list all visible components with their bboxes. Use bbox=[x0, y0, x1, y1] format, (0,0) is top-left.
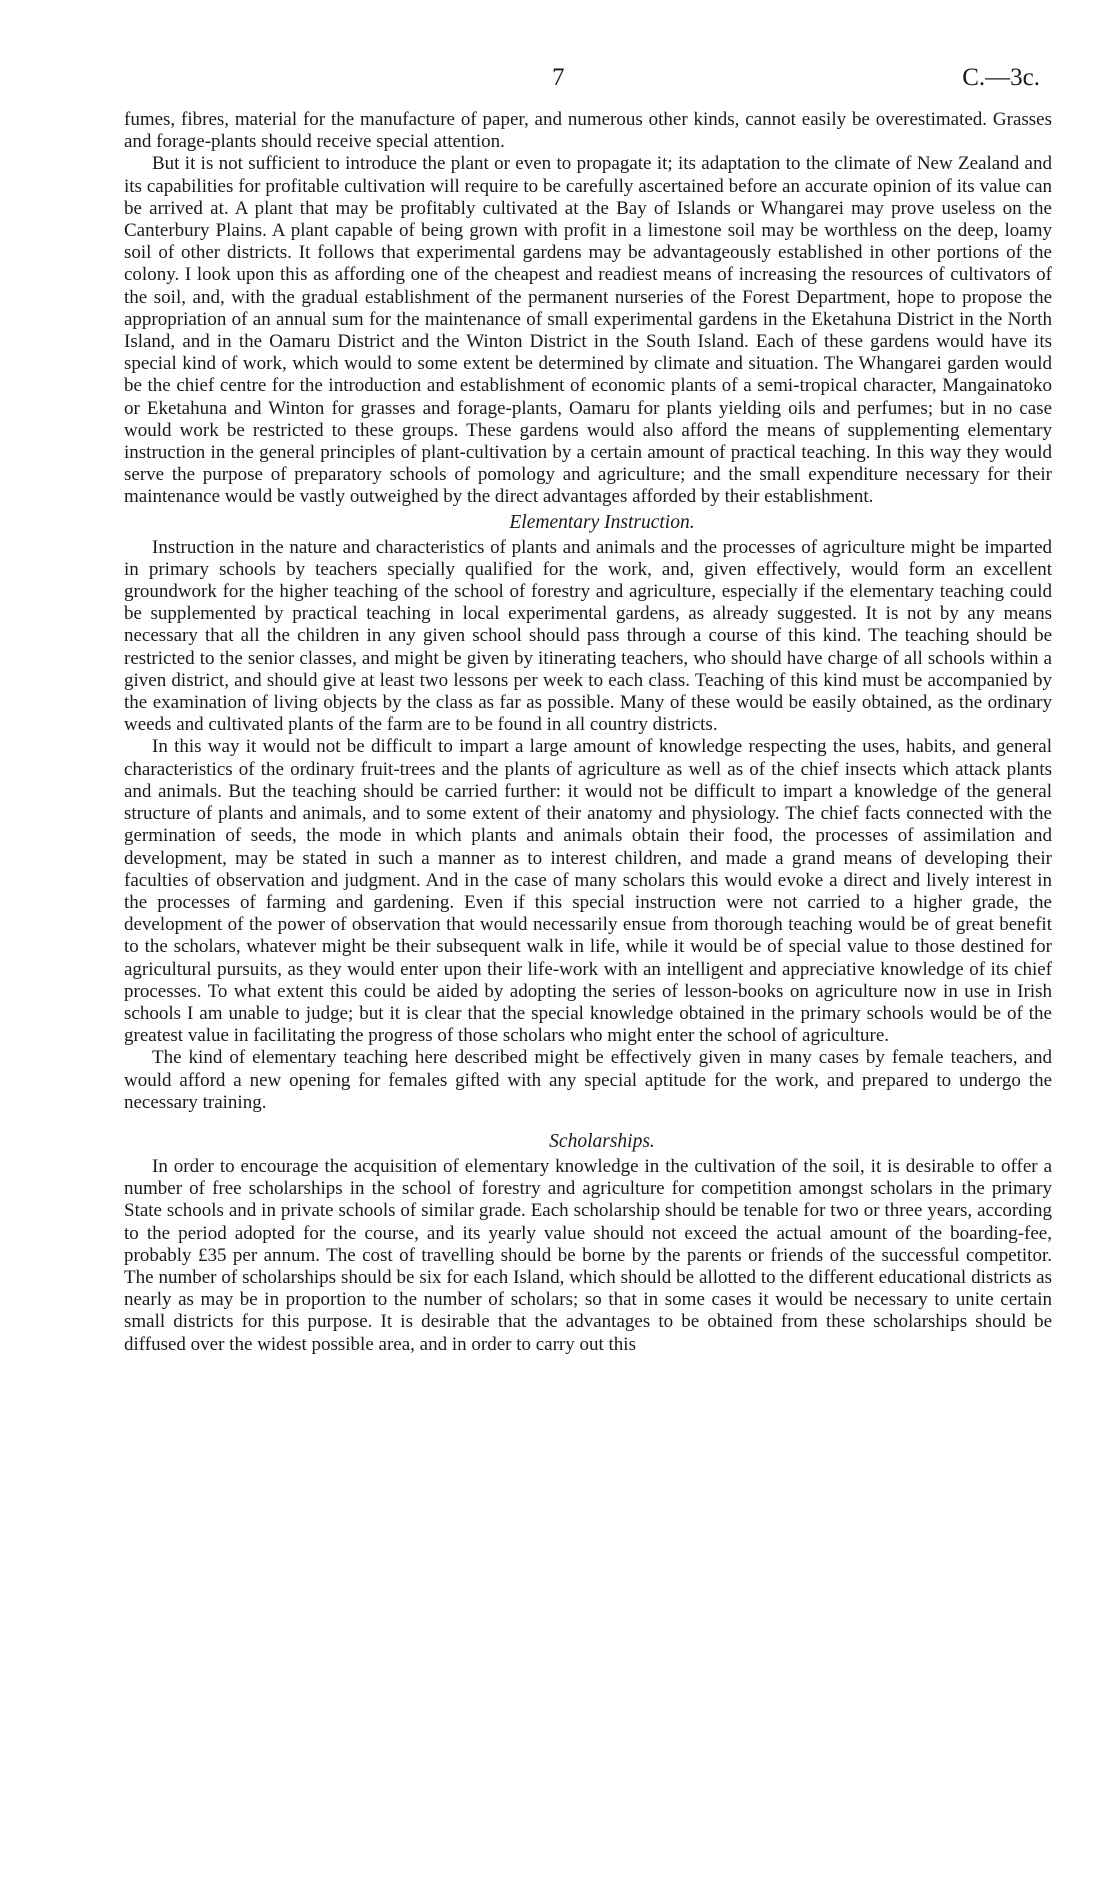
paragraph: Instruction in the nature and characteristics of plants and animals and the processes of agriculture might be imparted in primary schools by teachers specially qualified for the work, and, given effectively, would form an excellent groundwork for the higher teaching of the school of forestry and agriculture, especially if the elementary teaching could be supplemented by practical teaching in local experimental gardens, as already suggested. It is not by any means necessary that all the children in any given school should pass through a course of this kind. The teaching should be restricted to the senior classes, and might be given by itinerating teachers, who should have charge of all schools within a given district, and should give at least two lessons per week to each class. Teaching of this kind must be accompanied by the examination of living objects by the class as far as possible. Many of these would be easily obtained, as the ordinary weeds and cultivated plants of the farm are to be found in all country districts. bbox=[124, 536, 1052, 736]
paragraph: In this way it would not be difficult to impart a large amount of knowledge respecting the uses, habits, and general characteristics of the ordinary fruit-trees and the plants of agriculture as well as of the chief insects which attack plants and animals. But the teaching should be carried further: it would not be difficult to impart a knowledge of the general structure of plants and animals, and to some extent of their anatomy and physiology. The chief facts connected with the germination of seeds, the mode in which plants and animals obtain their food, the processes of assimilation and development, may be stated in such a manner as to interest children, and made a grand means of developing their faculties of observation and judgment. And in the case of many scholars this would evoke a direct and lively interest in the processes of farming and gardening. Even if this special instruction were not carried to a higher grade, the development of the power of observation that would necessarily ensue from thorough teaching would be of great benefit to the scholars, whatever might be their subsequent walk in life, while it would be of special value to those destined for agricultural pursuits, as they would enter upon their life-work with an intelligent and appreciative knowledge of its chief processes. To what extent this could be aided by adopting the series of lesson-books on agriculture now in use in Irish schools I am unable to judge; but it is clear that the special knowledge obtained in the primary schools would be of the greatest value in facilitating the progress of those scholars who might enter the school of agriculture. bbox=[124, 736, 1052, 1047]
page-header bbox=[0, 64, 1114, 104]
section-heading-scholarships: Scholarships. bbox=[549, 1130, 655, 1152]
page-number: 7 bbox=[552, 64, 565, 91]
paragraph: In order to encourage the acquisition of elementary knowledge in the cultivation of the soil, it is desirable to offer a number of free scholarships in the school of forestry and agriculture for competition amongst scholars in the primary State schools and in private schools of similar grade. Each scholarship should be tenable for two or three years, according to the period adopted for the course, and its yearly value should not exceed the actual amount of the boarding-fee, probably £35 per annum. The cost of travelling should be borne by the parents or friends of the successful competitor. The number of scholarships should be six for each Island, which should be allotted to the different educational districts as nearly as may be in proportion to the number of scholars; so that in some cases it would be necessary to unite certain small districts for this purpose. It is desirable that the advantages to be obtained from these scholarships should be diffused over the widest possible area, and in order to carry out this bbox=[124, 1155, 1052, 1355]
section-heading-elementary-instruction: Elementary Instruction. bbox=[509, 511, 695, 533]
document-reference: C.—3c. bbox=[962, 64, 1040, 91]
body-text bbox=[124, 109, 1052, 1356]
paragraph: The kind of elementary teaching here described might be effectively given in many cases by female teachers, and would afford a new opening for females gifted with any special aptitude for the work, and prepared to undergo the necessary training. bbox=[124, 1047, 1052, 1113]
paragraph: fumes, fibres, material for the manufacture of paper, and numerous other kinds, cannot easily be overestimated. Grasses and forage-plants should receive special attention. bbox=[124, 109, 1052, 153]
paragraph: But it is not sufficient to introduce the plant or even to propagate it; its adaptation to the climate of New Zealand and its capabilities for profitable cultivation will require to be carefully ascertained before an accurate opinion of its value can be arrived at. A plant that may be profitably cultivated at the Bay of Islands or Whangarei may prove useless on the Canterbury Plains. A plant capable of being grown with profit in a limestone soil may be worthless on the deep, loamy soil of other districts. It follows that experimental gardens may be advantageously established in other portions of the colony. I look upon this as affording one of the cheapest and readiest means of increasing the resources of cultivators of the soil, and, with the gradual establishment of the permanent nurseries of the Forest Department, hope to propose the appropriation of an annual sum for the maintenance of small experimental gardens in the Eketahuna District in the North Island, and in the Oamaru District and the Winton District in the South Island. Each of these gardens would have its special kind of work, which would to some extent be determined by climate and situation. The Whangarei garden would be the chief centre for the introduction and establishment of economic plants of a semi-tropical character, Mangainatoko or Eketahuna and Winton for grasses and forage-plants, Oamaru for plants yielding oils and perfumes; but in no case would work be restricted to these groups. These gardens would also afford the means of supplementing elementary instruction in the general principles of plant-cultivation by a certain amount of practical teaching. In this way they would serve the purpose of preparatory schools of pomology and agriculture; and the small expenditure necessary for their maintenance would be vastly outweighed by the direct advantages afforded by their establishment. bbox=[124, 153, 1052, 508]
